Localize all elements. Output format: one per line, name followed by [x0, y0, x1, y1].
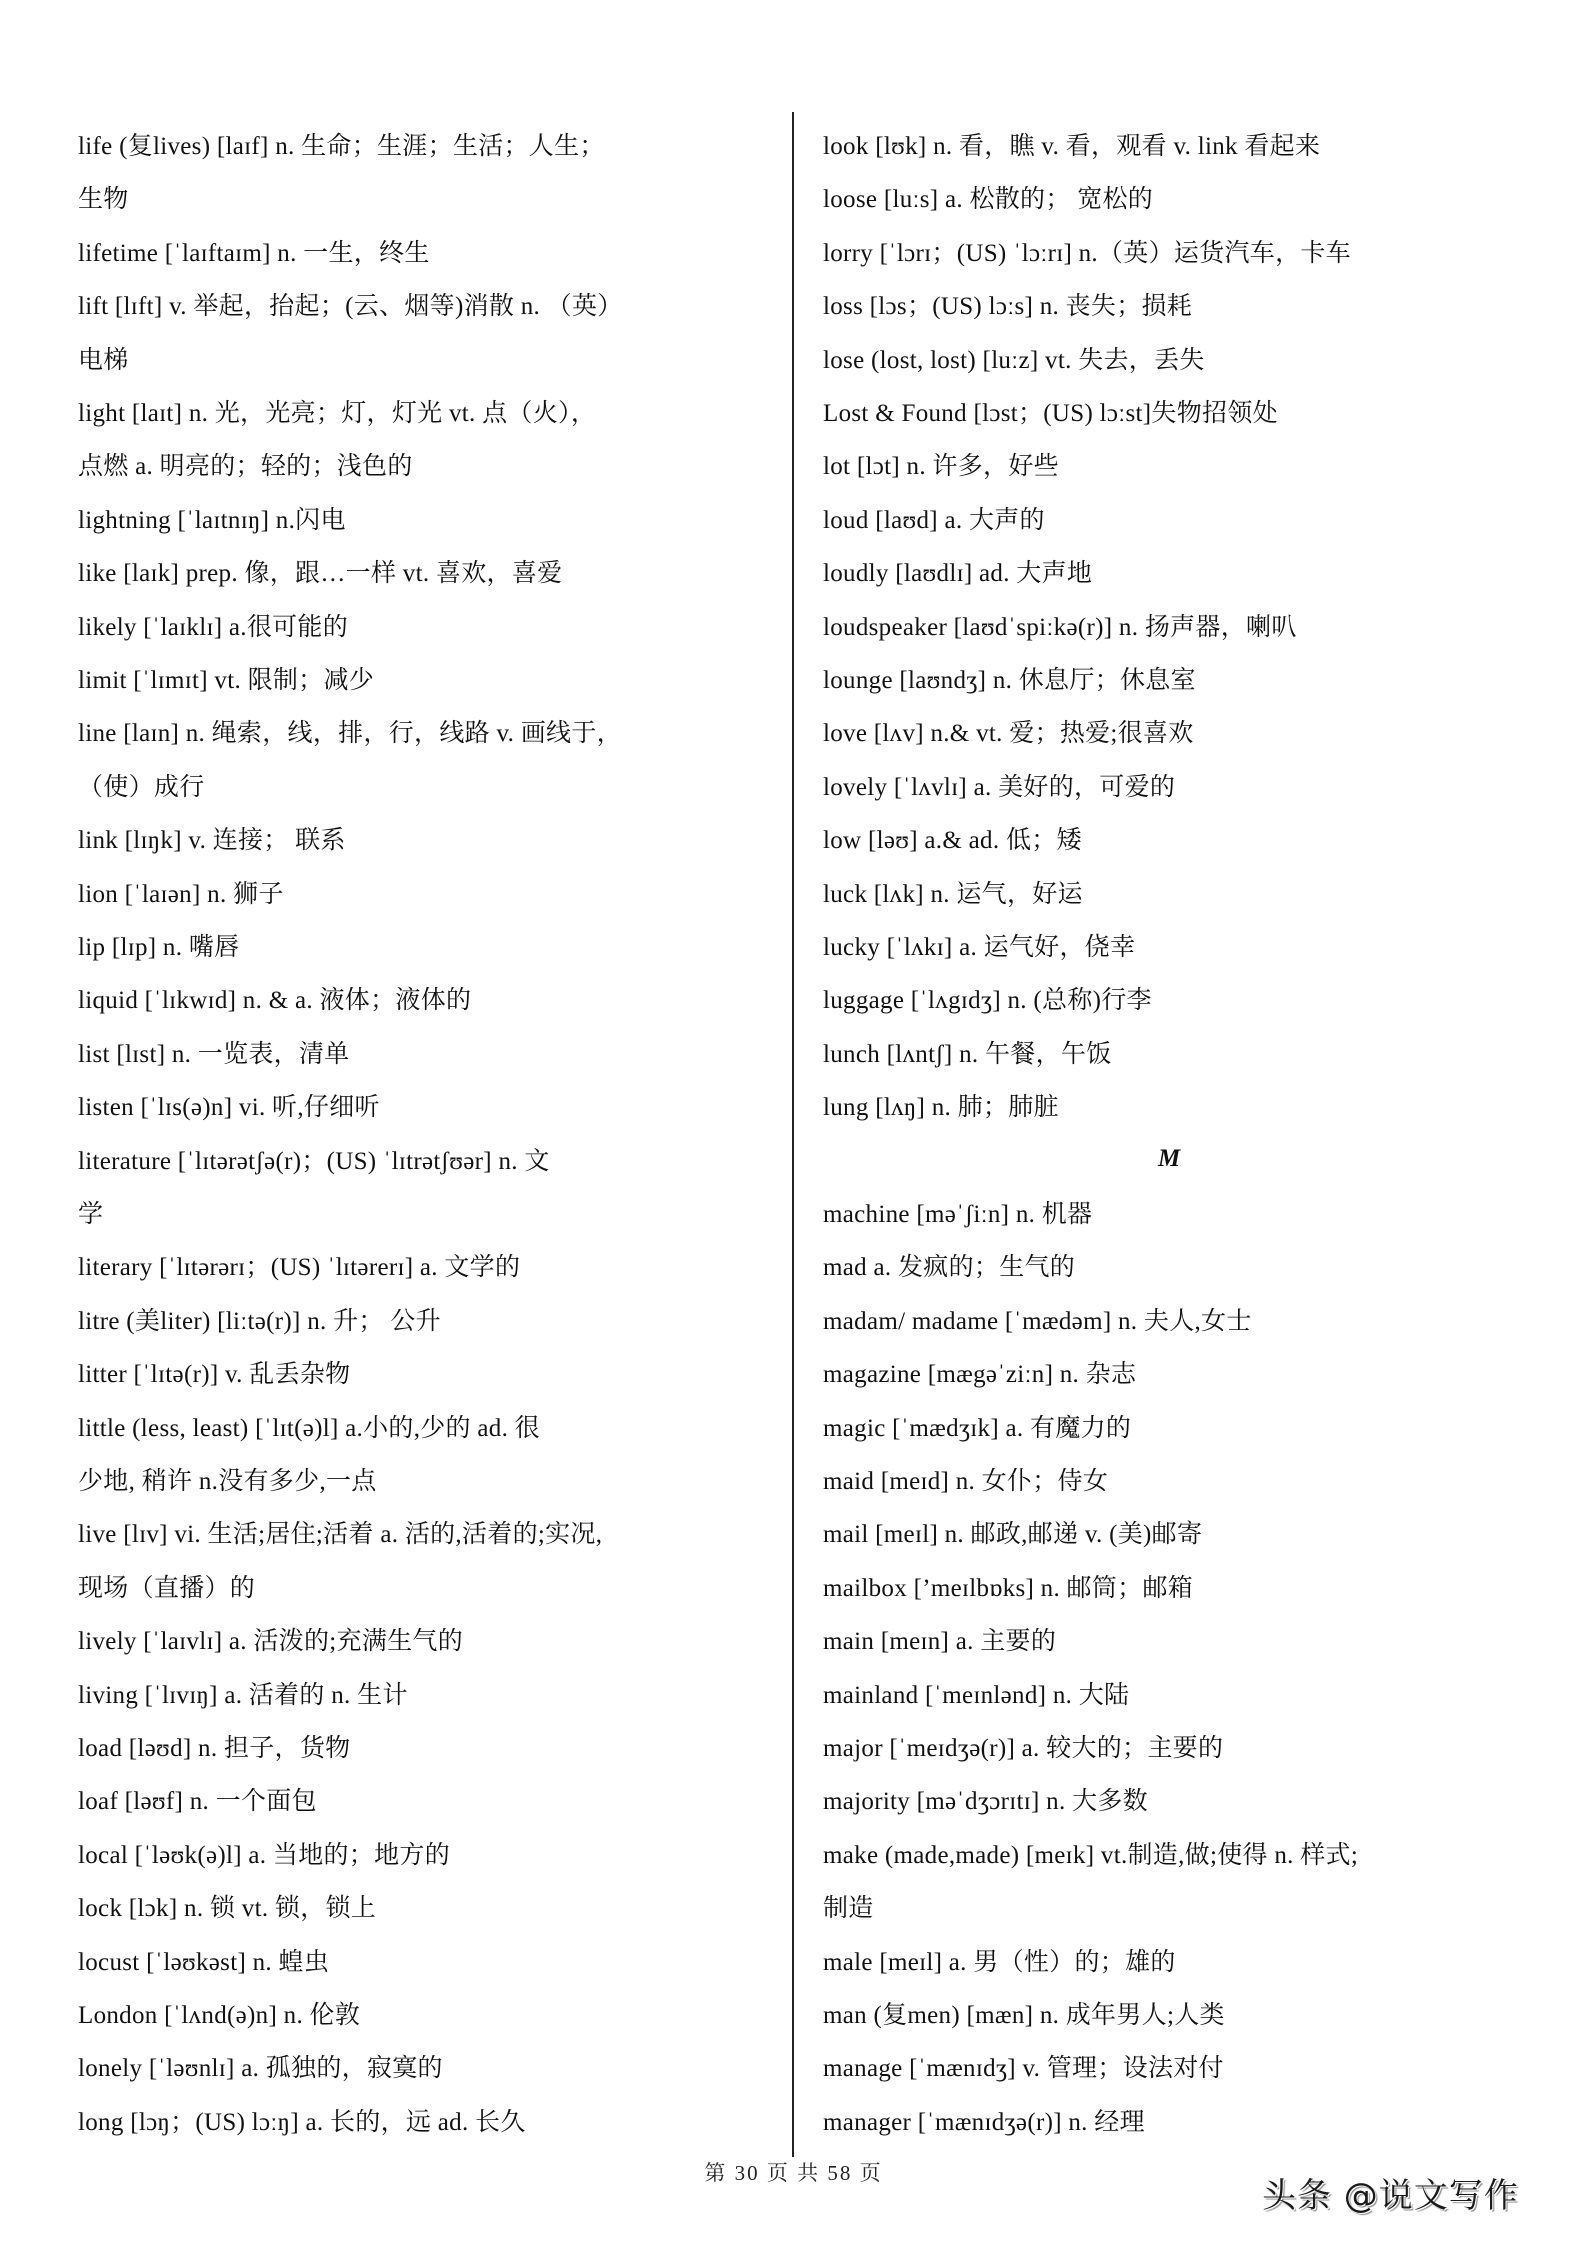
entry-line: life (复lives) [laɪf] n. 生命；生涯；生活；人生； — [78, 133, 605, 160]
entry-line: 少地, 稍许 n.没有多少,一点 — [78, 1468, 377, 1495]
entry-line: light [laɪt] n. 光，光亮；灯，灯光 vt. 点（火）， — [78, 400, 597, 427]
entry-line: main [meɪn] a. 主要的 — [823, 1628, 1057, 1655]
entry-line: look [lʊk] n. 看，瞧 v. 看，观看 v. link 看起来 — [823, 133, 1321, 160]
entry-line: lounge [laʊndʒ] n. 休息厅；休息室 — [823, 667, 1196, 694]
entry-line: literary [ˈlɪtərərɪ；(US) ˈlɪtərerɪ] a. 文学的 — [78, 1254, 521, 1281]
entry-line: major [ˈmeɪdʒə(r)] a. 较大的；主要的 — [823, 1735, 1224, 1762]
entry-line: male [meɪl] a. 男（性）的；雄的 — [823, 1949, 1176, 1976]
entry-line: lightning [ˈlaɪtnɪŋ] n.闪电 — [78, 507, 346, 534]
entry-line: limit [ˈlɪmɪt] vt. 限制；减少 — [78, 667, 375, 694]
entry-line: love [lʌv] n.& vt. 爱；热爱;很喜欢 — [823, 720, 1194, 747]
entry-line: loss [lɔs；(US) lɔːs] n. 丧失；损耗 — [823, 293, 1193, 320]
entry-line: 学 — [78, 1201, 104, 1228]
entry-line: lip [lɪp] n. 嘴唇 — [78, 934, 240, 961]
entry-line: mailbox [’meɪlbɒks] n. 邮筒；邮箱 — [823, 1575, 1194, 1602]
entry-line: live [lɪv] vi. 生活;居住;活着 a. 活的,活着的;实况, — [78, 1521, 603, 1548]
entry-line: maid [meɪd] n. 女仆；侍女 — [823, 1468, 1109, 1495]
entry-line: lung [lʌŋ] n. 肺；肺脏 — [823, 1094, 1059, 1121]
entry-line: 制造 — [823, 1895, 874, 1922]
entry-line: loaf [ləʊf] n. 一个面包 — [78, 1788, 317, 1815]
entry-line: load [ləʊd] n. 担子，货物 — [78, 1735, 351, 1762]
entry-line: London [ˈlʌnd(ə)n] n. 伦敦 — [78, 2002, 361, 2029]
entry-line: lunch [lʌntʃ] n. 午餐，午饭 — [823, 1041, 1112, 1068]
column-divider — [792, 112, 794, 2157]
section-letter-heading: M — [1158, 1145, 1181, 1172]
entry-line: Lost & Found [lɔst；(US) lɔːst]失物招领处 — [823, 400, 1278, 427]
entry-line: lucky [ˈlʌkɪ] a. 运气好，侥幸 — [823, 934, 1136, 961]
entry-line: little (less, least) [ˈlɪt(ə)l] a.小的,少的 ad. 很 — [78, 1415, 540, 1442]
entry-line: 电梯 — [78, 347, 129, 374]
entry-line: long [lɔŋ；(US) lɔːŋ] a. 长的，远 ad. 长久 — [78, 2109, 526, 2136]
entry-line: magazine [mægəˈziːn] n. 杂志 — [823, 1361, 1137, 1388]
entry-line: magic [ˈmædʒɪk] a. 有魔力的 — [823, 1415, 1132, 1442]
entry-line: 点燃 a. 明亮的；轻的；浅色的 — [78, 453, 413, 480]
entry-line: listen [ˈlɪs(ə)n] vi. 听,仔细听 — [78, 1094, 380, 1121]
entry-line: lorry [ˈlɔrɪ；(US) ˈlɔːrɪ] n.（英）运货汽车，卡车 — [823, 240, 1351, 267]
entry-line: lose (lost, lost) [luːz] vt. 失去，丢失 — [823, 347, 1205, 374]
entry-line: machine [məˈʃiːn] n. 机器 — [823, 1201, 1093, 1228]
entry-line: majority [məˈdʒɔrɪtɪ] n. 大多数 — [823, 1788, 1148, 1815]
entry-line: lion [ˈlaɪən] n. 狮子 — [78, 881, 284, 908]
entry-line: list [lɪst] n. 一览表，清单 — [78, 1041, 350, 1068]
entry-line: manage [ˈmænɪdʒ] v. 管理；设法对付 — [823, 2055, 1224, 2082]
entry-line: luck [lʌk] n. 运气，好运 — [823, 881, 1083, 908]
entry-line: link [lɪŋk] v. 连接； 联系 — [78, 827, 346, 854]
entry-line: loudly [laʊdlɪ] ad. 大声地 — [823, 560, 1093, 587]
entry-line: likely [ˈlaɪklɪ] a.很可能的 — [78, 614, 349, 641]
entry-line: loudspeaker [laʊdˈspiːkə(r)] n. 扬声器，喇叭 — [823, 614, 1297, 641]
entry-line: local [ˈləʊk(ə)l] a. 当地的；地方的 — [78, 1842, 451, 1869]
entry-line: loose [luːs] a. 松散的； 宽松的 — [823, 186, 1154, 213]
entry-line: mainland [ˈmeɪnlənd] n. 大陆 — [823, 1682, 1130, 1709]
entry-line: lift [lɪft] v. 举起，抬起；(云、烟等)消散 n. （英） — [78, 293, 623, 320]
entry-line: litre (美liter) [liːtə(r)] n. 升； 公升 — [78, 1308, 441, 1335]
entry-line: line [laɪn] n. 绳索，线，排，行，线路 v. 画线于， — [78, 720, 622, 747]
entry-line: madam/ madame [ˈmædəm] n. 夫人,女士 — [823, 1308, 1252, 1335]
entry-line: locust [ˈləʊkəst] n. 蝗虫 — [78, 1949, 330, 1976]
entry-line: 生物 — [78, 186, 129, 213]
entry-line: （使）成行 — [78, 774, 205, 801]
entry-line: like [laɪk] prep. 像，跟…一样 vt. 喜欢，喜爱 — [78, 560, 563, 587]
watermark-text: 头条 @说文写作 — [1262, 2176, 1519, 2216]
entry-line: lifetime [ˈlaɪftaɪm] n. 一生，终生 — [78, 240, 430, 267]
entry-line: lonely [ˈləʊnlɪ] a. 孤独的，寂寞的 — [78, 2055, 443, 2082]
entry-line: litter [ˈlɪtə(r)] v. 乱丢杂物 — [78, 1361, 351, 1388]
page-number-footer: 第 30 页 共 58 页 — [704, 2161, 883, 2185]
entry-line: living [ˈlɪvɪŋ] a. 活着的 n. 生计 — [78, 1682, 408, 1709]
entry-line: loud [laʊd] a. 大声的 — [823, 507, 1045, 534]
entry-line: liquid [ˈlɪkwɪd] n. & a. 液体；液体的 — [78, 987, 472, 1014]
entry-line: lively [ˈlaɪvlɪ] a. 活泼的;充满生气的 — [78, 1628, 464, 1655]
entry-line: mail [meɪl] n. 邮政,邮递 v. (美)邮寄 — [823, 1521, 1203, 1548]
entry-line: man (复men) [mæn] n. 成年男人;人类 — [823, 2002, 1225, 2029]
entry-line: manager [ˈmænɪdʒə(r)] n. 经理 — [823, 2109, 1145, 2136]
entry-line: low [ləʊ] a.& ad. 低；矮 — [823, 827, 1082, 854]
entry-line: lot [lɔt] n. 许多，好些 — [823, 453, 1059, 480]
entry-line: luggage [ˈlʌgɪdʒ] n. (总称)行李 — [823, 987, 1152, 1014]
entry-line: lock [lɔk] n. 锁 vt. 锁，锁上 — [78, 1895, 377, 1922]
entry-line: 现场（直播）的 — [78, 1575, 256, 1602]
entry-line: mad a. 发疯的；生气的 — [823, 1254, 1076, 1281]
entry-line: literature [ˈlɪtərətʃə(r)；(US) ˈlɪtrətʃʊər] n. 文 — [78, 1148, 550, 1175]
entry-line: lovely [ˈlʌvlɪ] a. 美好的，可爱的 — [823, 774, 1176, 801]
entry-line: make (made,made) [meɪk] vt.制造,做;使得 n. 样式; — [823, 1842, 1359, 1869]
